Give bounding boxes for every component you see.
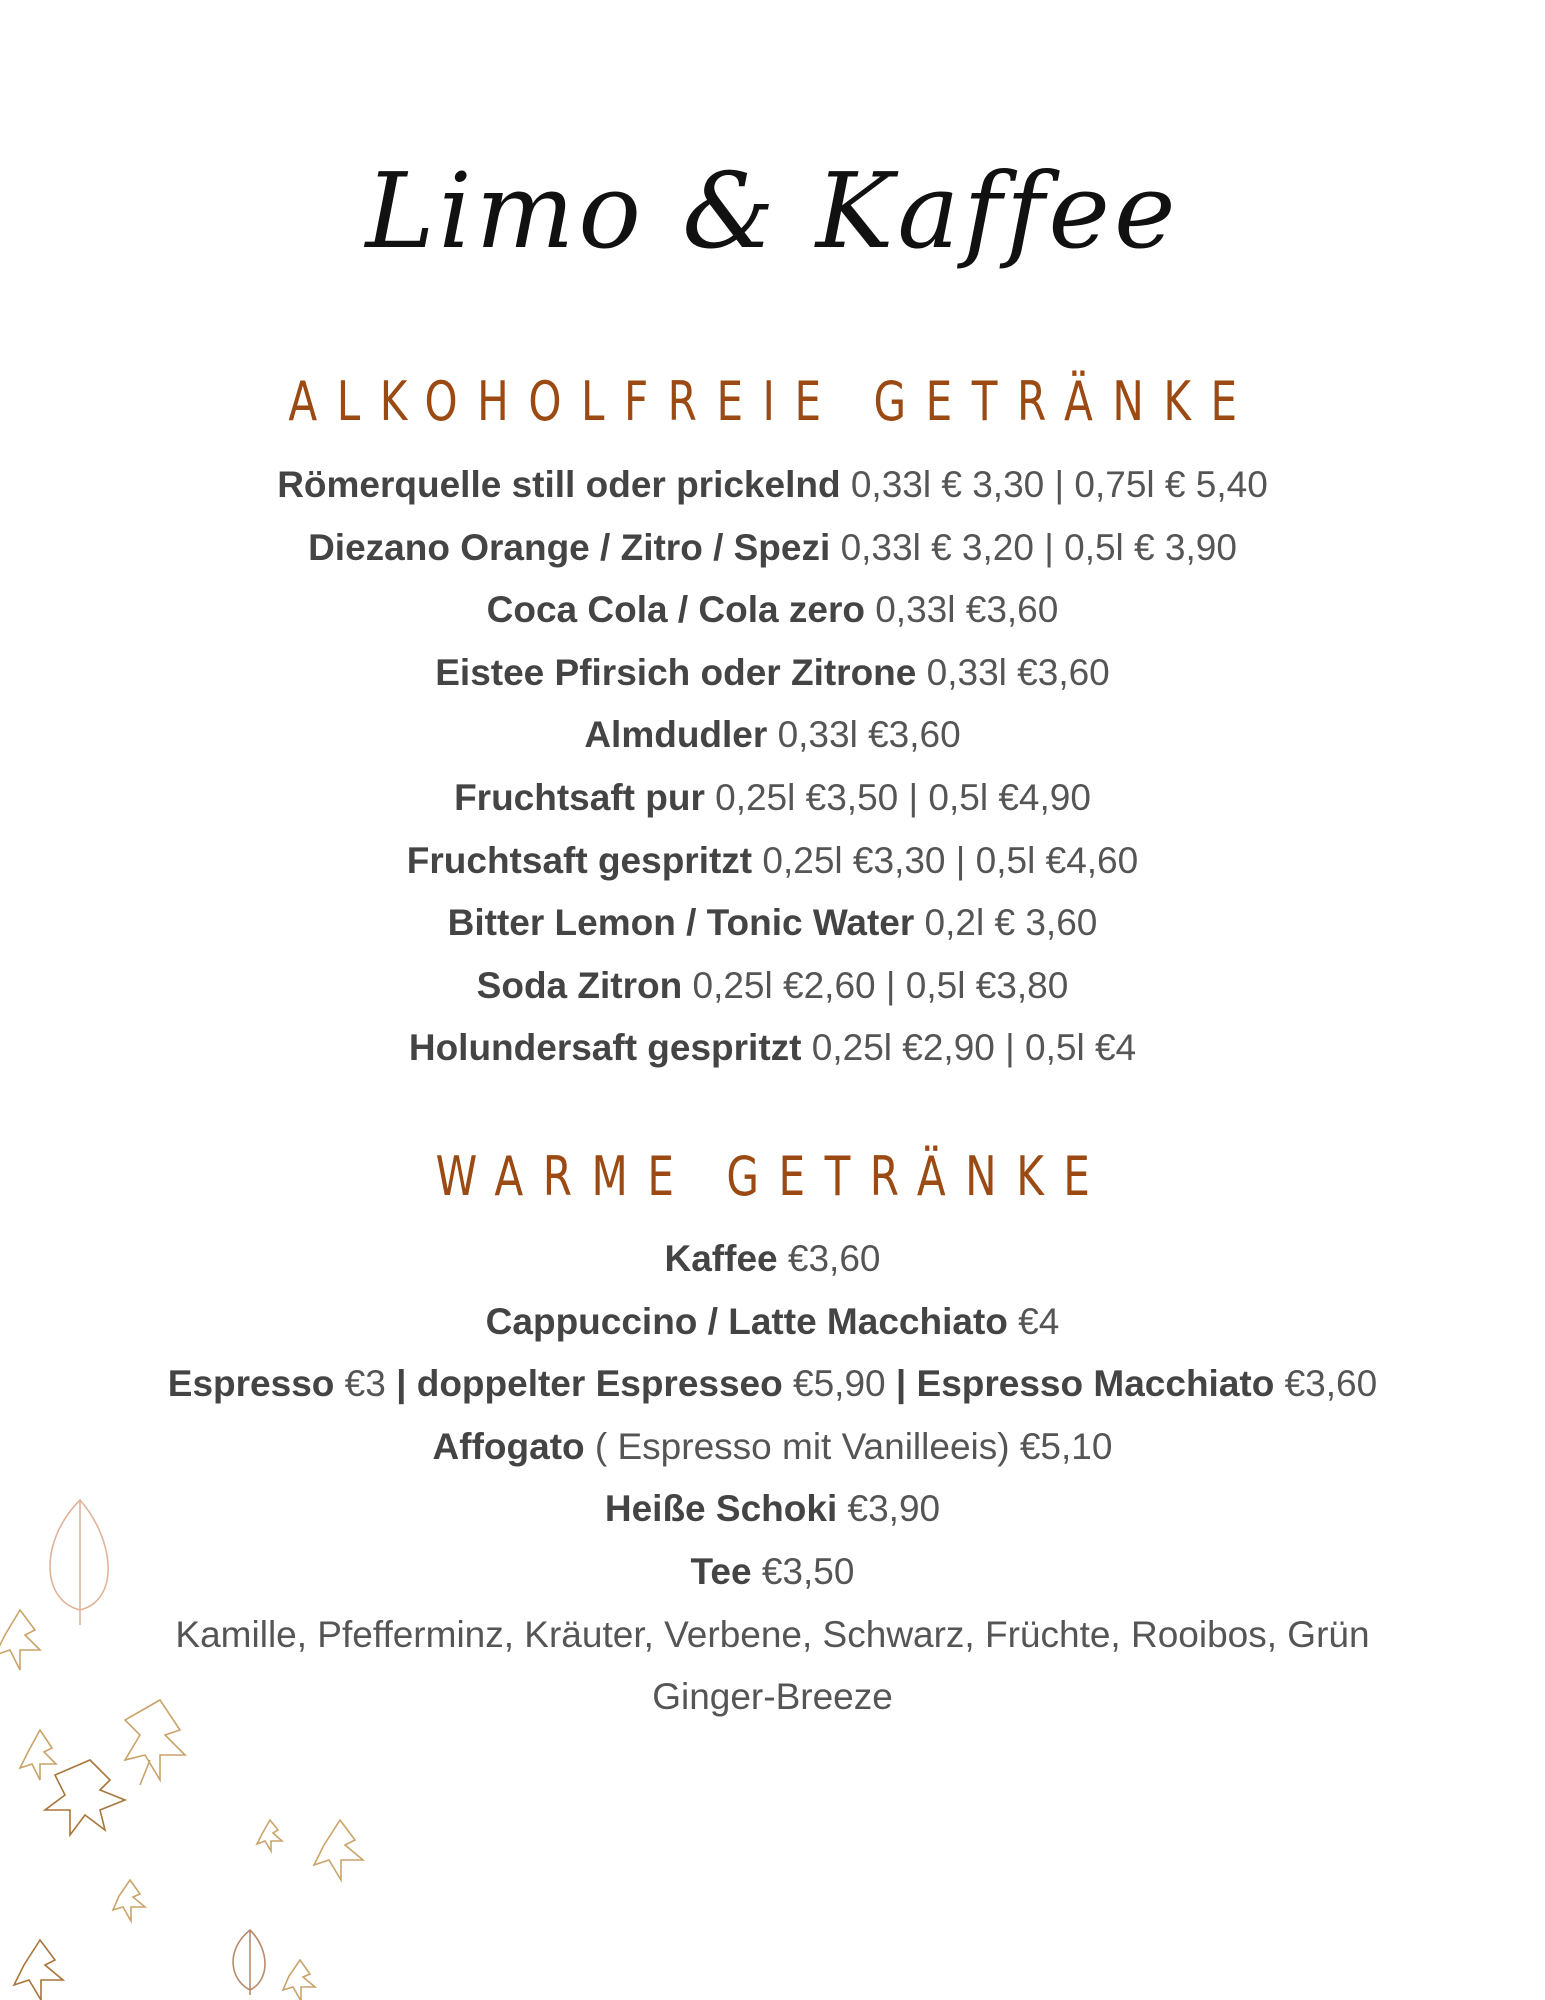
tea-varieties-text: Kamille, Pfefferminz, Kräuter, Verbene, Schwarz, Früchte, Rooibos, Grün [175,1613,1370,1655]
item-name: Affogato [432,1425,585,1467]
item-name: | Espresso Macchiato [895,1363,1275,1405]
menu-title: Limo & Kaffee [365,150,1180,272]
leaf-icon [50,1500,108,1625]
item-name: Eistee Pfirsich oder Zitrone [435,651,917,693]
leaf-icon [283,1960,315,2000]
menu-item [0,704,1545,767]
item-name: Cappuccino / Latte Macchiato [485,1300,1008,1342]
menu-item [0,454,1545,517]
leaf-icon [125,1700,185,1785]
menu-item [0,642,1545,705]
menu-item [0,517,1545,580]
item-price: 0,33l € 3,30 | 0,75l € 5,40 [850,464,1268,505]
item-price: 0,33l € 3,20 | 0,5l € 3,90 [840,526,1237,568]
item-name: | doppelter Espresseo [396,1363,783,1405]
item-price: 0,25l €3,50 | 0,5l €4,90 [715,776,1091,818]
menu-item [0,1291,1545,1354]
item-price: €3,60 [787,1238,881,1279]
menu-item [0,892,1545,955]
autumn-leaves-decoration [0,1490,420,2000]
section-heading-alkoholfrei: ALKOHOLFREIE GETRÄNKE [288,370,1257,433]
item-price: 0,33l €3,60 [777,714,961,756]
item-name: Coca Cola / Cola zero [486,589,865,631]
item-name: Espresso [167,1363,335,1405]
menu-item [0,1353,1545,1416]
alkoholfrei-list [0,454,1545,1080]
menu-item [0,830,1545,893]
leaf-icon [314,1820,363,1880]
leaf-icon [257,1820,282,1851]
menu-item [0,955,1545,1018]
item-name: Fruchtsaft gespritzt [406,839,753,881]
item-name: Bitter Lemon / Tonic Water [447,902,915,944]
item-price: 0,2l € 3,60 [924,902,1098,944]
leaf-icon [233,1930,265,1995]
leaf-icon [113,1880,145,1921]
item-name: Almdudler [584,714,768,756]
item-name: Tee [690,1550,752,1592]
item-price: 0,25l €3,30 | 0,5l €4,60 [762,839,1139,881]
item-price: 0,33l €3,60 [875,589,1059,631]
item-price: ( Espresso mit Vanilleeis) €5,10 [594,1425,1113,1467]
item-price: €4 [1018,1300,1060,1342]
item-price: €3,90 [847,1488,941,1530]
item-price: €5,90 [793,1363,886,1405]
item-name: Heiße Schoki [604,1488,838,1530]
item-name: Kaffee [664,1238,778,1279]
item-price: 0,25l €2,60 | 0,5l €3,80 [692,964,1069,1006]
item-name: Römerquelle still oder prickelnd [277,464,841,505]
menu-item [0,1017,1545,1080]
tea-extra-text: Ginger-Breeze [652,1676,893,1718]
menu-item [0,767,1545,830]
item-price: €3,60 [1284,1363,1378,1405]
item-name: Soda Zitron [476,964,683,1006]
menu-item [0,579,1545,642]
item-name: Holundersaft gespritzt [408,1027,802,1069]
item-price: €3 [344,1363,386,1405]
menu-item [0,1416,1545,1479]
item-name: Fruchtsaft pur [454,776,705,818]
leaf-icon [14,1940,63,2000]
item-price: €3,50 [761,1550,855,1592]
menu-item [0,1228,1545,1291]
item-price: 0,33l €3,60 [926,651,1110,693]
leaf-icon [20,1730,56,1780]
leaf-icon [45,1760,125,1835]
item-price: 0,25l €2,90 | 0,5l €4 [811,1027,1137,1069]
section-heading-warm: WARME GETRÄNKE [435,1145,1110,1208]
leaf-icon [0,1610,40,1670]
item-name: Diezano Orange / Zitro / Spezi [308,526,831,568]
